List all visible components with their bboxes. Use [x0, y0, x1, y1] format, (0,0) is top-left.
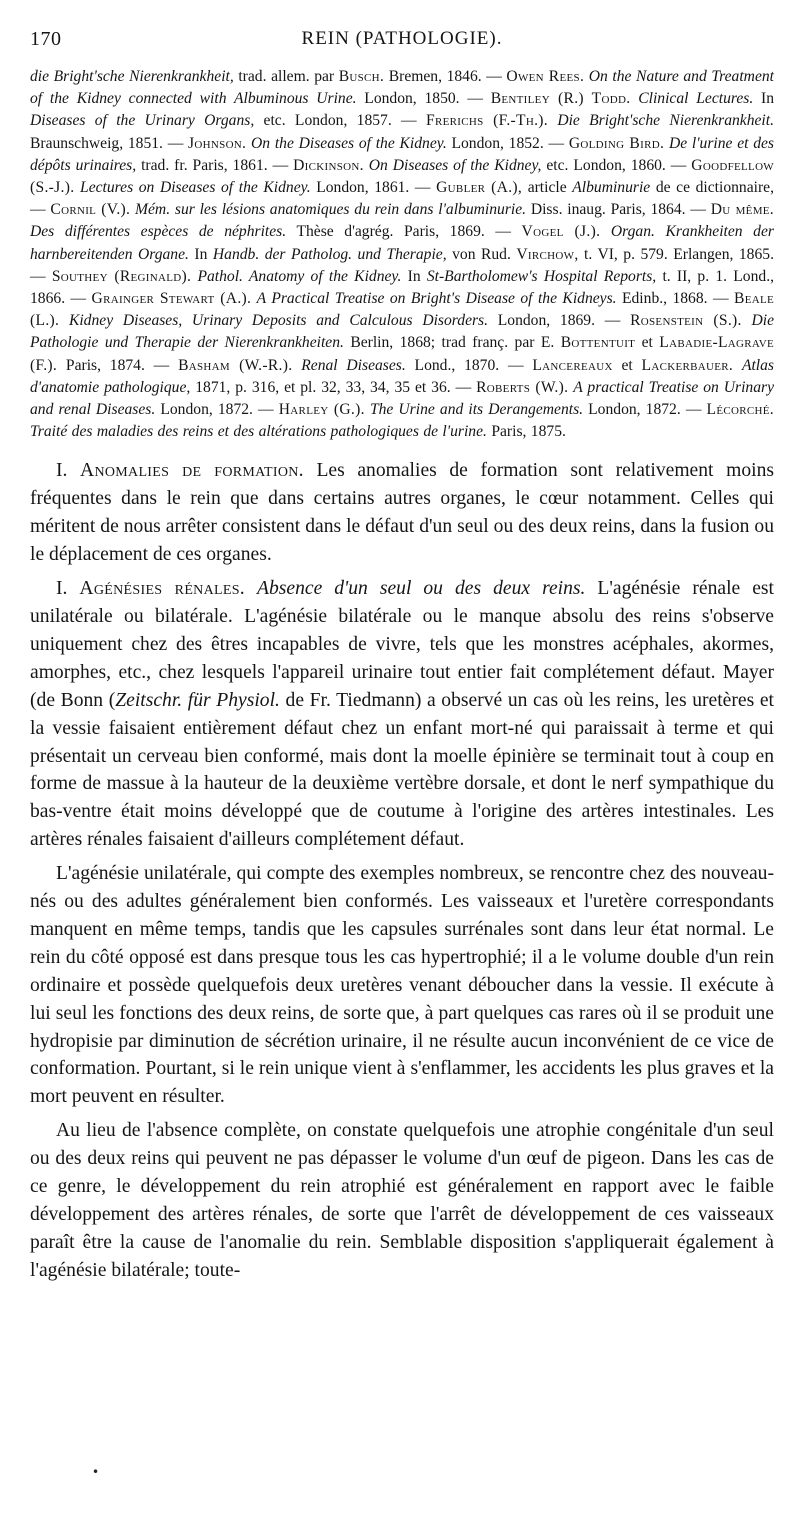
small-caps-name: Owen Rees.	[506, 68, 585, 85]
paragraph	[30, 457, 774, 569]
small-caps-name: Roberts (W.).	[476, 378, 569, 396]
text-run: London, 1872. —	[583, 401, 707, 419]
italic-text: A practical Treatise on Urinary and renal Diseases.	[30, 378, 775, 419]
small-caps-name: Gubler (A.),	[436, 179, 523, 197]
italic-text: Renal Diseases.	[301, 356, 406, 374]
text-run: London, 1861. —	[310, 179, 437, 197]
text-run: von Rud.	[446, 245, 517, 263]
small-caps-name: Lécorché.	[706, 401, 775, 419]
text-run: etc. London, 1857. —	[254, 112, 426, 130]
small-caps-name: Golding Bird.	[568, 134, 665, 152]
small-caps-name: Lackerbauer.	[641, 356, 734, 374]
italic-text: Traité des maladies des reins et des altérations pathologiques de l'urine.	[30, 423, 487, 441]
text-run: et	[635, 334, 660, 352]
page-header	[30, 28, 774, 56]
footer-mark: •	[92, 1465, 100, 1479]
text-run	[245, 578, 257, 599]
paragraph	[30, 1117, 774, 1284]
italic-text: Lectures on Diseases of the Kidney.	[80, 179, 311, 197]
small-caps-name: Bentiley (R.) Todd.	[490, 90, 631, 108]
text-run: Paris, 1875.	[486, 423, 566, 441]
small-caps-name: Du même.	[710, 201, 774, 219]
text-run: Edinb., 1868. —	[616, 290, 734, 308]
text-run: Braunschweig, 1851. —	[30, 134, 189, 152]
text-run	[292, 357, 301, 374]
italic-text: On the Nature and Treatment of the Kidney connected with Albuminous Urine.	[30, 68, 774, 108]
text-run: L'agénésie rénale est unilatérale ou bilatérale. L'agénésie bilatérale ou le manque absolu des reins s'observe uniquement chez des êtres incapables de vivre, tels que les monstres acéphales, akormes, amorphes, etc., chez lesquels l'appareil urinaire tout entier fait complétement défaut. Mayer (de Bonn (	[30, 578, 774, 711]
text-run: I.	[56, 578, 80, 600]
italic-text: Albuminurie	[572, 179, 651, 197]
small-caps-name: Harley (G.).	[278, 401, 365, 419]
text-run: Les anomalies de formation sont relativement moins fréquentes dans le rein que dans certains autres organes, le cœur notamment. Celles qui méritent de nous arrêter consistent dans le défaut d'un seul ou des deux reins, dans la fusion ou le déplacement de ces organes.	[30, 460, 774, 566]
text-run: London, 1852. —	[446, 134, 569, 152]
text-run: London, 1850. —	[356, 90, 491, 108]
text-run: de Fr. Tiedmann) a observé un cas où les reins, les uretères et la vessie faisaient entièrement défaut chez un enfant mort-né qui paraissait à terme et qui présentait un cerveau bien conformé, mais dont la moelle épinière se terminait tout à coup en forme de massue à la hauteur de la deuxième vertèbre dorsale, et dont le nerf sympathique du bas-ventre était moins développé que de coutume à l'origine des artères intestinales. Les artères rénales faisaient d'ailleurs complétement défaut.	[30, 689, 774, 851]
text-run: London, 1869. —	[488, 312, 631, 330]
small-caps-name: Goodfellow (S.-J.).	[30, 156, 774, 197]
text-run: Au lieu de l'absence complète, on constate quelquefois une atrophie congénitale d'un seul ou des deux reins qui peuvent ne pas dépasser le volume d'un œuf de pigeon. Dans les cas de ce genre, le développement du rein atrophié est généralement en rapport avec le faible développement des artères rénales, de sorte que l'arrêt de développement de ces vaisseaux paraît être la cause de l'anomalie du rein. Semblable disposition s'appliquerait également à l'agénésie bilatérale; toute-	[30, 1120, 774, 1281]
italic-text: On the Diseases of the Kidney.	[251, 134, 447, 152]
text-run: In	[753, 90, 775, 108]
italic-text: On Diseases of the Kidney,	[368, 156, 542, 174]
small-caps-name: Johnson.	[188, 134, 247, 152]
italic-text: Mém. sur les lésions anatomiques du rein dans l'albuminurie.	[135, 201, 527, 219]
text-run: et	[612, 356, 642, 374]
text-run: etc. London, 1860. —	[541, 156, 692, 174]
small-caps-name: Frerichs (F.-Th.).	[425, 112, 548, 130]
small-caps-name: Beale (L.).	[30, 290, 775, 330]
paragraph	[30, 575, 774, 854]
small-caps-name: Southey (Reginald).	[51, 267, 192, 285]
text-run: article	[522, 179, 573, 197]
text-run: In	[188, 245, 213, 263]
running-title: REIN (PATHOLOGIE).	[301, 28, 503, 49]
text-run: London, 1872. —	[155, 401, 279, 419]
small-caps-name: Bottentuit	[560, 334, 636, 352]
text-run: In	[401, 267, 427, 285]
text-run	[733, 357, 742, 374]
italic-text: Pathol. Anatomy of the Kidney.	[197, 267, 402, 285]
small-caps-name: Labadie-Lagrave (F.).	[30, 334, 774, 374]
text-run: Thèse d'agrég. Paris, 1869. —	[286, 223, 522, 241]
text-run: t. II, p. 1. Lond., 1866. —	[30, 267, 774, 308]
text-run: Bremen, 1846. —	[384, 68, 507, 85]
italic-text: Absence d'un seul ou des deux reins.	[256, 578, 586, 600]
text-run: t. VI, p. 579. Erlangen, 1865. —	[30, 245, 774, 285]
text-run: 1871, p. 316, et pl. 32, 33, 34, 35 et 36. —	[190, 378, 477, 396]
italic-text: Diseases of the Urinary Organs,	[30, 112, 255, 130]
text-run: Lond., 1870. —	[405, 356, 533, 374]
text-run	[548, 112, 557, 129]
small-caps-name: Rosenstein (S.).	[630, 312, 742, 330]
small-caps-name: Cornil (V.).	[50, 201, 131, 219]
bibliography-block	[30, 66, 774, 443]
italic-text: De l'urine et des dépôts urinaires,	[30, 134, 775, 174]
italic-text: Organ. Krankheiten der harnbereitenden Organe.	[30, 223, 774, 263]
text-run: L'agénésie unilatérale, qui compte des exemples nombreux, se rencontre chez des nouveau-nés ou des adultes généralement bien conformés. Les vaisseaux et l'uretère correspondants manquent en même temps, tandis que les capsules surrénales sont dans leur état normal. Le rein du côté opposé est dans presque tous les cas hypertrophié; il a le volume double d'un rein ordinaire et possède quelquefois deux uretères venant déboucher dans la vessie. Il exécute à lui seul les fonctions des deux reins, de sorte que, à part quelques cas rares où il se produit une hydropisie par diminution de sécrétion urinaire, il ne résulte aucun inconvénient de ce vice de conformation. Pourtant, si le rein unique vient à s'enflammer, les accidents les plus graves et la mort peuvent en résulter.	[30, 863, 774, 1108]
small-caps-name: Agénésies rénales.	[79, 578, 245, 600]
text-run: Diss. inaug. Paris, 1864. —	[526, 201, 711, 219]
italic-text: Atlas d'anatomie pathologique,	[30, 356, 774, 396]
italic-text: die Bright'sche Nierenkrankheit,	[30, 68, 234, 85]
text-run: trad. allem. par	[233, 68, 339, 85]
italic-text: Zeitschr. für Physiol.	[115, 689, 280, 711]
italic-text: Des différentes espèces de néphrites.	[30, 223, 287, 241]
italic-text: Die Bright'sche Nierenkrankheit.	[557, 112, 774, 130]
small-caps-name: Anomalies de formation.	[80, 460, 304, 482]
italic-text: Clinical Lectures.	[638, 90, 754, 108]
italic-text: Handb. der Patholog. und Therapie,	[212, 245, 447, 263]
italic-text: Die Pathologie und Therapie der Nierenkrankheiten.	[30, 312, 774, 352]
text-run: Berlin, 1868; trad franç. par E.	[343, 334, 561, 352]
small-caps-name: Virchow,	[516, 245, 579, 263]
text-run: de ce dictionnaire, —	[30, 179, 774, 219]
small-caps-name: Dickinson.	[293, 156, 364, 174]
text-run: trad. fr. Paris, 1861. —	[136, 156, 294, 174]
paragraph	[30, 860, 774, 1111]
italic-text: A Practical Treatise on Bright's Disease of the Kidneys.	[256, 290, 617, 308]
article-body	[30, 457, 774, 1284]
small-caps-name: Vogel (J.).	[521, 223, 601, 241]
text-run	[59, 312, 69, 329]
page-number: 170	[30, 28, 62, 50]
italic-text: St-Bartholomew's Hospital Reports,	[426, 267, 657, 285]
italic-text: Kidney Diseases, Urinary Deposits and Calculous Disorders.	[68, 312, 489, 330]
small-caps-name: Lancereaux	[532, 356, 613, 374]
small-caps-name: Grainger Stewart (A.).	[91, 290, 252, 308]
small-caps-name: Busch.	[338, 68, 385, 85]
italic-text: The Urine and its Derangements.	[369, 401, 584, 419]
book-page	[30, 28, 774, 1291]
text-run: Paris, 1874. —	[57, 356, 179, 374]
text-run	[600, 223, 611, 240]
text-run: I.	[56, 460, 81, 482]
small-caps-name: Basham (W.-R.).	[178, 356, 293, 374]
